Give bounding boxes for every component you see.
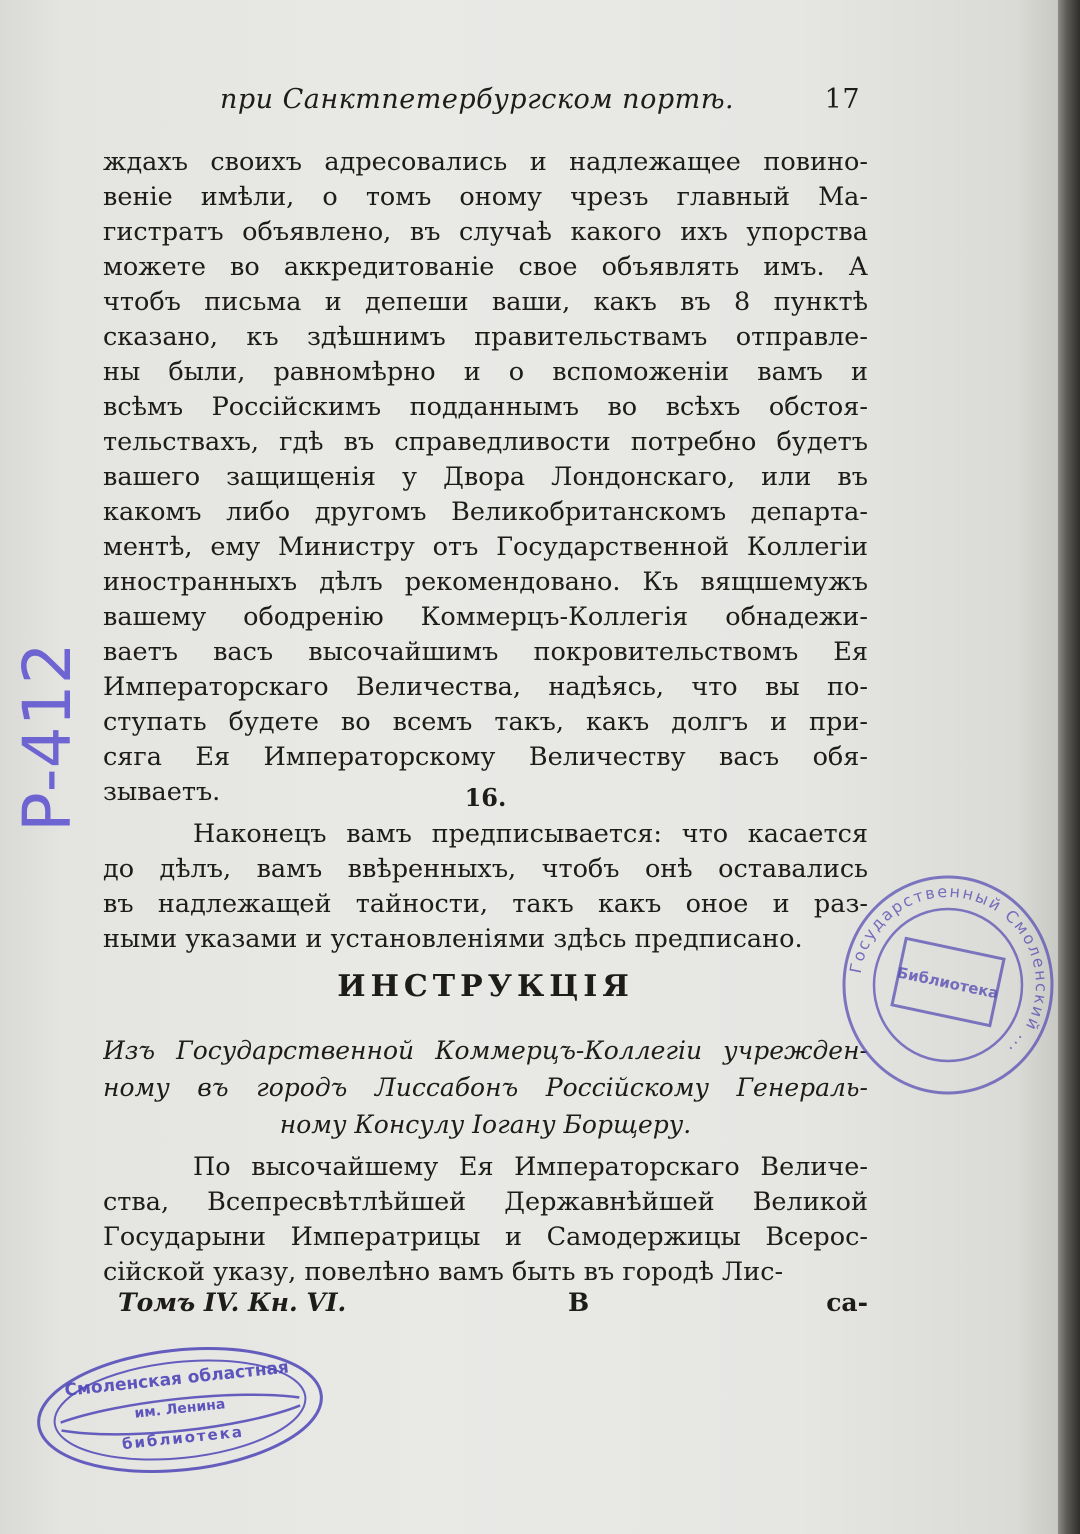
- page-number: 17: [824, 84, 860, 115]
- text-line: зываетъ.: [103, 777, 221, 807]
- paragraph-2: [103, 817, 868, 957]
- text-line: иностранныхъ дѣлъ рекомендовано. Къ вящшемужъ: [103, 567, 868, 597]
- text-line: Императорскаго Величества, надѣясь, что вы по-: [103, 672, 868, 702]
- round-library-stamp: [838, 870, 1058, 1100]
- round-stamp-center-text: Библиотека: [895, 963, 1001, 1003]
- text-line: ждахъ своихъ адресовались и надлежащее повино-: [103, 147, 868, 177]
- text-line: ментѣ, ему Министру отъ Государственной Коллегіи: [103, 532, 868, 562]
- volume-signature: Томъ IV. Кн. VI.: [118, 1288, 347, 1317]
- text-line: ному Консулу Іогану Борщеру.: [279, 1110, 692, 1139]
- round-stamp-ring-text: Государственный Смоленский ...: [845, 881, 1052, 1062]
- oval-stamp-line1: Смоленская областная: [63, 1357, 290, 1401]
- oval-stamp-line2: им. Ленина: [133, 1396, 227, 1422]
- book-edge: [1058, 0, 1080, 1534]
- text-line: вашего защищенія у Двора Лондонскаго, или въ: [103, 462, 868, 492]
- handwritten-shelfmark: [8, 620, 98, 840]
- section-number: 16.: [464, 783, 507, 812]
- text-line: Наконецъ вамъ предписывается: что касается: [193, 819, 868, 849]
- text-line: ступать будете во всемъ такъ, какъ долгъ и при-: [103, 707, 868, 737]
- text-line: какомъ либо другомъ Великобританскомъ департа-: [103, 497, 868, 527]
- page-footer: [118, 1288, 868, 1324]
- oval-stamp-line3: библиотека: [121, 1422, 245, 1454]
- paragraph-1: [103, 145, 868, 810]
- text-line: ному въ городъ Лиссабонъ Россійскому Генераль-: [103, 1073, 868, 1102]
- instruction-title: ИНСТРУКЦІЯ: [337, 969, 634, 1004]
- text-line: ными указами и установленіями здѣсь предписано.: [103, 924, 803, 954]
- text-line: тельствахъ, гдѣ въ справедливости потребно будетъ: [103, 427, 868, 457]
- text-line: сяга Ея Императорскому Величеству васъ обя-: [103, 742, 868, 772]
- text-line: Государыни Императрицы и Самодержицы Всерос-: [103, 1222, 868, 1252]
- sheet-signature: В: [568, 1288, 590, 1317]
- instruction-subtitle: [103, 1032, 868, 1143]
- paragraph-3: [103, 1150, 868, 1290]
- shelfmark-text: Р-412: [9, 642, 86, 832]
- text-line: гистратъ объявлено, въ случаѣ какого ихъ упорства: [103, 217, 868, 247]
- text-line: чтобъ письма и депеши ваши, какъ въ 8 пунктѣ: [103, 287, 868, 317]
- running-header: [220, 84, 860, 124]
- text-line: По высочайшему Ея Императорскаго Величе-: [193, 1152, 868, 1182]
- text-line: вашему ободренію Коммерцъ-Коллегія обнадежи-: [103, 602, 868, 632]
- text-line: всѣмъ Россійскимъ подданнымъ во всѣхъ обстоя-: [103, 392, 868, 422]
- text-line: въ надлежащей тайности, такъ какъ оное и раз-: [103, 889, 868, 919]
- text-line: ны были, равномѣрно и о вспоможеніи вамъ и: [103, 357, 868, 387]
- text-line: можете во аккредитованіе свое объявлять имъ. А: [103, 252, 868, 282]
- text-line: Изъ Государственной Коммерцъ-Коллегіи учрежден-: [103, 1036, 868, 1065]
- text-line: ства, Всепресвѣтлѣйшей Державнѣйшей Великой: [103, 1187, 868, 1217]
- text-line: до дѣлъ, вамъ ввѣренныхъ, чтобъ онѣ оставались: [103, 854, 868, 884]
- catchword: са-: [826, 1288, 868, 1317]
- text-line: веніе имѣли, о томъ оному чрезъ главный Ма-: [103, 182, 868, 212]
- text-line: сказано, къ здѣшнимъ правительствамъ отправле-: [103, 322, 868, 352]
- oval-library-stamp: [30, 1340, 330, 1480]
- text-line: сійской указу, повелѣно вамъ быть въ городѣ Лис-: [103, 1257, 784, 1287]
- running-title: при Санктпетербургском портѣ.: [220, 84, 735, 115]
- text-line: ваетъ васъ высочайшимъ покровительствомъ Ея: [103, 637, 868, 667]
